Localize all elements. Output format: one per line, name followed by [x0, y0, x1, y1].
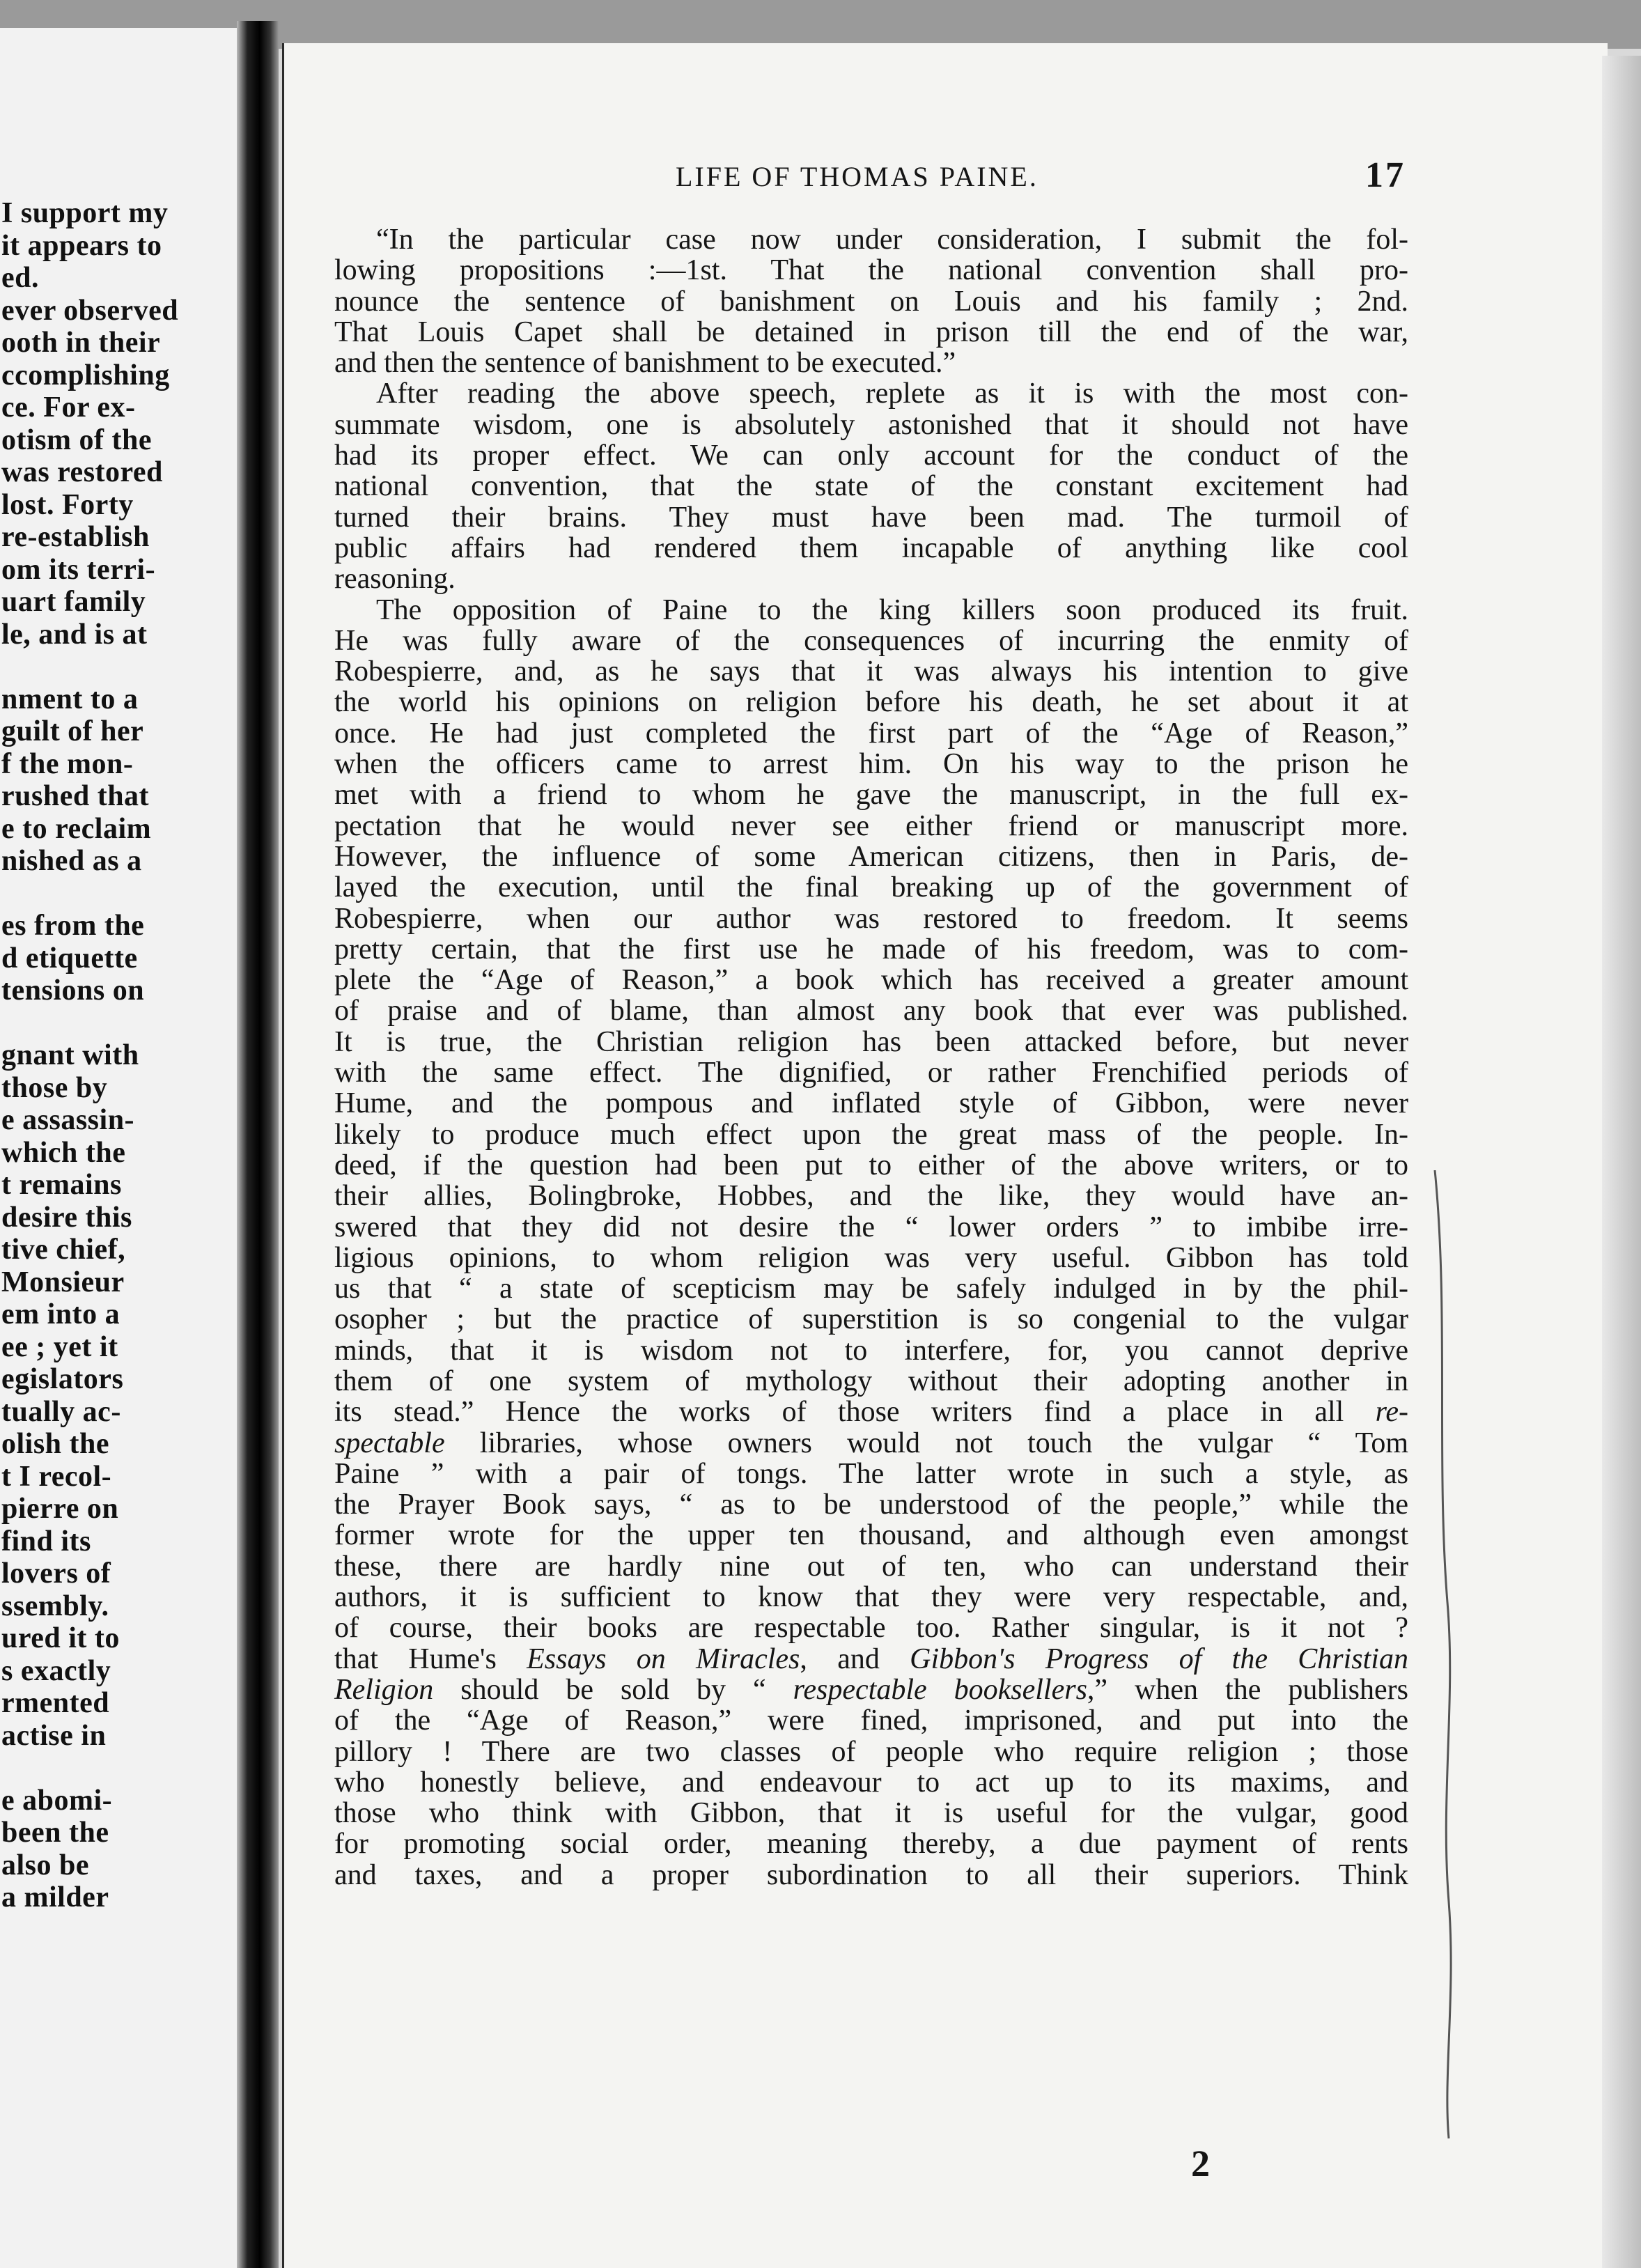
body-line: It is true, the Christian religion has been attacked before, but never — [334, 1025, 1408, 1058]
previous-page-fragment: re-establish — [1, 521, 150, 553]
body-line: swered that they did not desire the “ lower orders ” to imbibe irre- — [334, 1211, 1408, 1243]
previous-page-fragment: guilt of her — [1, 715, 144, 747]
body-line: public affairs had rendered them incapable of anything like cool — [334, 531, 1408, 564]
previous-page-fragment: d etiquette — [1, 942, 138, 974]
body-line: these, there are hardly nine out of ten, who can understand their — [334, 1550, 1408, 1583]
body-line: had its proper effect. We can only account for the conduct of the — [334, 440, 1408, 472]
previous-page-fragment: which the — [1, 1136, 126, 1169]
previous-page-fragment: gnant with — [1, 1039, 139, 1071]
body-line: layed the execution, until the final breaking up of the government of — [334, 871, 1408, 904]
body-line: when the officers came to arrest him. On his way to the prison he — [334, 748, 1408, 781]
previous-page-fragment: been the — [1, 1817, 109, 1849]
body-line: once. He had just completed the first part of the “Age of Reason,” — [334, 717, 1408, 749]
previous-page-fragment: nment to a — [1, 683, 139, 715]
body-line: The opposition of Paine to the king killers soon produced its fruit. — [376, 593, 1408, 626]
body-line: their allies, Bolingbroke, Hobbes, and the like, they would have an- — [334, 1180, 1408, 1213]
body-line: them of one system of mythology without their adopting another in — [334, 1365, 1408, 1397]
previous-page-edge — [0, 28, 258, 2268]
body-line: former wrote for the upper ten thousand, and although even amongst — [334, 1519, 1408, 1552]
body-line: “In the particular case now under consideration, I submit the fol- — [376, 224, 1408, 256]
previous-page-fragment: tually ac- — [1, 1395, 121, 1428]
previous-page-fragment: uart family — [1, 586, 146, 618]
previous-page-fragment: e abomi- — [1, 1784, 113, 1817]
previous-page-fragment: t I recol- — [1, 1460, 112, 1493]
body-line: plete the “Age of Reason,” a book which has received a greater amount — [334, 964, 1408, 997]
body-line: That Louis Capet shall be detained in prison till the end of the war, — [334, 316, 1408, 348]
body-line: turned their brains. They must have been mad. The turmoil of — [334, 501, 1408, 534]
previous-page-fragment: ee ; yet it — [1, 1330, 118, 1363]
previous-page-fragment: es from the — [1, 910, 145, 942]
body-line: national convention, that the state of the constant excitement had — [334, 470, 1408, 503]
body-line: After reading the above speech, replete as it is with the most con- — [376, 378, 1408, 410]
previous-page-fragment: lost. Forty — [1, 488, 134, 521]
previous-page-fragment: those by — [1, 1071, 108, 1104]
body-line: its stead.” Hence the works of those writers find a place in all re- — [334, 1396, 1408, 1429]
body-line: of course, their books are respectable too. Rather singular, is it not ? — [334, 1612, 1408, 1645]
body-text — [334, 224, 1408, 1890]
body-line: who honestly believe, and endeavour to act up to its maxims, and — [334, 1766, 1408, 1799]
previous-page-fragment: actise in — [1, 1719, 107, 1752]
previous-page-fragment: tive chief, — [1, 1234, 126, 1266]
previous-page-fragment: ce. For ex- — [1, 391, 136, 424]
body-line: minds, that it is wisdom not to interfere, for, you cannot deprive — [334, 1334, 1408, 1367]
previous-page-fragment: ed. — [1, 262, 39, 294]
previous-page-fragment: desire this — [1, 1201, 132, 1234]
body-line: nounce the sentence of banishment on Louis and his family ; 2nd. — [334, 285, 1408, 318]
signature-mark: 2 — [1191, 2143, 1210, 2184]
previous-page-fragment: f the mon- — [1, 747, 134, 780]
previous-page-fragment: ssembly. — [1, 1590, 109, 1622]
body-line: pretty certain, that the first use he made of his freedom, was to com- — [334, 933, 1408, 965]
book-gutter — [237, 21, 279, 2268]
body-line: for promoting social order, meaning thereby, a due payment of rents — [334, 1828, 1408, 1861]
body-line: deed, if the question had been put to either of the above writers, or to — [334, 1149, 1408, 1181]
previous-page-fragment: was restored — [1, 456, 163, 488]
body-line: the world his opinions on religion before his death, he set about it at — [334, 686, 1408, 719]
body-line: Paine ” with a pair of tongs. The latter wrote in such a style, as — [334, 1457, 1408, 1490]
previous-page-fragment: ever observed — [1, 294, 179, 327]
body-line: likely to produce much effect upon the great mass of the people. In- — [334, 1118, 1408, 1151]
pencil-margin-bracket — [1428, 1170, 1470, 2145]
page-right-edge — [1602, 56, 1641, 2268]
body-line: us that “ a state of scepticism may be safely indulged in by the phil- — [334, 1273, 1408, 1305]
body-line: pectation that he would never see either friend or manuscript more. — [334, 809, 1408, 842]
previous-page-fragment: om its terri- — [1, 553, 156, 586]
previous-page-fragment: ooth in their — [1, 327, 161, 359]
previous-page-fragment: em into a — [1, 1298, 120, 1330]
running-title: LIFE OF THOMAS PAINE. — [676, 161, 1039, 192]
previous-page-fragment: Monsieur — [1, 1266, 125, 1298]
previous-page-fragment: also be — [1, 1849, 90, 1881]
body-line: those who think with Gibbon, that it is useful for the vulgar, good — [334, 1797, 1408, 1830]
body-line: and taxes, and a proper subordination to all their superiors. Think — [334, 1858, 1408, 1891]
body-line: of praise and of blame, than almost any book that ever was published. — [334, 995, 1408, 1027]
body-line: met with a friend to whom he gave the manuscript, in the full ex- — [334, 779, 1408, 811]
page-number: 17 — [1365, 155, 1406, 195]
body-line: ligious opinions, to whom religion was very useful. Gibbon has told — [334, 1241, 1408, 1274]
previous-page-fragment: tensions on — [1, 974, 145, 1007]
previous-page-fragment: lovers of — [1, 1558, 111, 1590]
previous-page-fragment: I support my — [1, 197, 169, 229]
previous-page-fragment: t remains — [1, 1169, 122, 1201]
body-line: with the same effect. The dignified, or rather Frenchified periods of — [334, 1057, 1408, 1089]
body-line: of the “Age of Reason,” were fined, imprisoned, and put into the — [334, 1704, 1408, 1737]
body-line: However, the influence of some American citizens, then in Paris, de- — [334, 840, 1408, 873]
body-line: pillory ! There are two classes of people who require religion ; those — [334, 1735, 1408, 1768]
previous-page-fragment: nished as a — [1, 845, 142, 877]
previous-page-fragment: ccomplishing — [1, 359, 170, 391]
body-line: osopher ; but the practice of superstition is so congenial to the vulgar — [334, 1303, 1408, 1336]
previous-page-fragment: rmented — [1, 1687, 110, 1719]
previous-page-fragment: ured it to — [1, 1622, 120, 1654]
previous-page-fragment: s exactly — [1, 1654, 111, 1687]
body-line: spectable libraries, whose owners would not touch the vulgar “ Tom — [334, 1427, 1408, 1459]
previous-page-fragment: a milder — [1, 1881, 109, 1913]
body-line: Religion should be sold by “ respectable booksellers,” when the publishers — [334, 1673, 1408, 1706]
body-line: lowing propositions :—1st. That the national convention shall pro- — [334, 254, 1408, 287]
previous-page-fragment: egislators — [1, 1363, 124, 1395]
body-line: reasoning. — [334, 563, 456, 596]
previous-page-fragment: otism of the — [1, 424, 152, 456]
previous-page-fragment: find its — [1, 1525, 91, 1558]
body-line: and then the sentence of banishment to be executed.” — [334, 347, 956, 380]
previous-page-fragment: rushed that — [1, 780, 150, 812]
body-line: He was fully aware of the consequences of incurring the enmity of — [334, 624, 1408, 657]
body-line: Hume, and the pompous and inflated style of Gibbon, were never — [334, 1087, 1408, 1120]
body-line: that Hume's Essays on Miracles, and Gibbon's Progress of the Christian — [334, 1642, 1408, 1675]
body-line: the Prayer Book says, “ as to be understood of the people,” while the — [334, 1489, 1408, 1521]
body-line: authors, it is sufficient to know that they were very respectable, and, — [334, 1581, 1408, 1614]
previous-page-fragment: le, and is at — [1, 618, 148, 651]
body-line: summate wisdom, one is absolutely astonished that it should not have — [334, 408, 1408, 441]
previous-page-fragment: pierre on — [1, 1493, 119, 1525]
previous-page-fragment: e assassin- — [1, 1104, 135, 1136]
body-line: Robespierre, when our author was restored to freedom. It seems — [334, 902, 1408, 935]
body-line: Robespierre, and, as he says that it was always his intention to give — [334, 655, 1408, 688]
previous-page-fragment: e to reclaim — [1, 812, 152, 845]
previous-page-fragment: olish the — [1, 1428, 110, 1460]
previous-page-fragment: it appears to — [1, 229, 162, 262]
